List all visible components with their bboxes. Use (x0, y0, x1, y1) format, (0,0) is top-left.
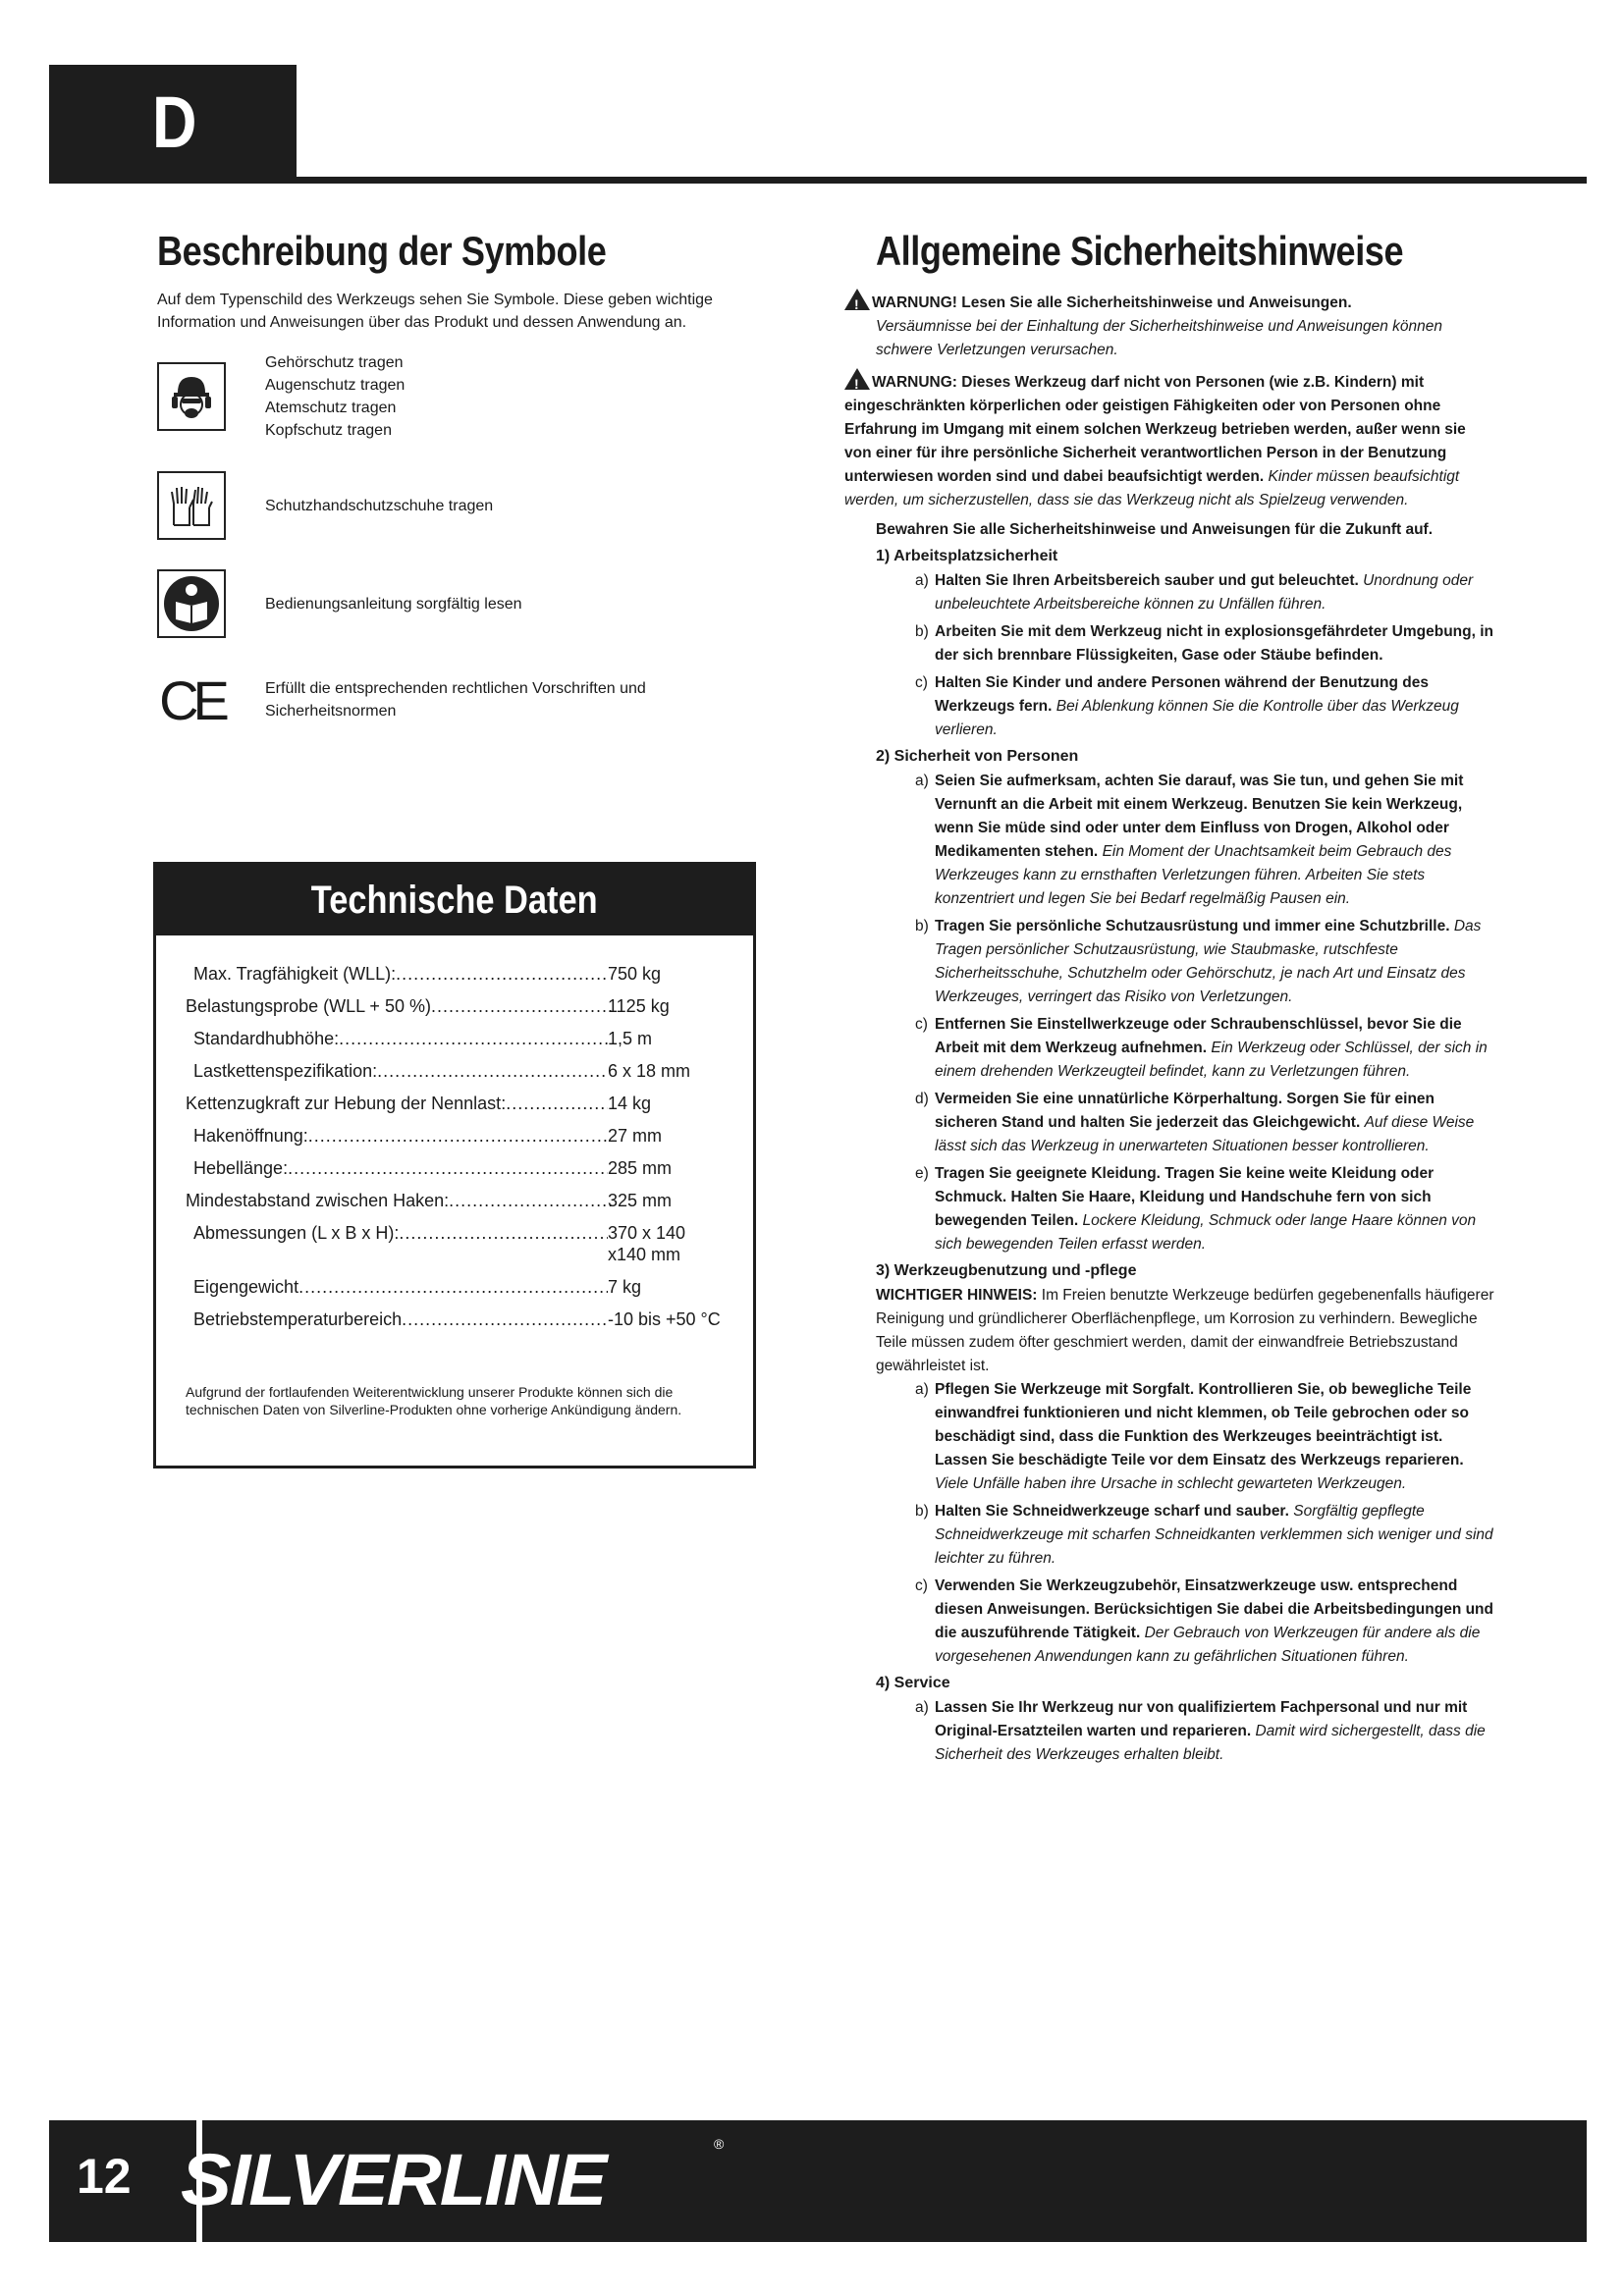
safety-section (844, 228, 1496, 1771)
symbols-title: Beschreibung der Symbole (157, 228, 607, 274)
tech-label: Lastkettenspezifikation: (193, 1061, 378, 1081)
tech-row (186, 963, 726, 985)
tech-row (186, 1308, 726, 1330)
ppe-head-icon (157, 362, 226, 431)
safety-title: Allgemeine Sicherheitshinweise (876, 228, 1404, 274)
symbol-text: Gehörschutz tragen (265, 354, 404, 371)
list-item: c) Halten Sie Kinder und andere Personen während der Benutzung des Werkzeugs fern. Bei Ablenkung können Sie die Kontrolle über das Werkzeug verlieren. (915, 674, 1459, 738)
page-number: 12 (77, 2149, 132, 2204)
tech-row (186, 1190, 726, 1211)
section-heading: 3) Werkzeugbenutzung und -pflege (876, 1262, 1137, 1279)
tech-value: 285 mm (608, 1158, 673, 1178)
language-letter: D (152, 81, 197, 163)
warning-detail: Kinder müssen beaufsichtigt werden, um sicherzustellen, dass sie das Werkzeug nicht als Spielzeug verwenden. (844, 468, 1460, 508)
tech-data-box (153, 862, 756, 1468)
symbol-text: Bedienungsanleitung sorgfältig lesen (265, 595, 522, 613)
list-item: e) Tragen Sie geeignete Kleidung. Tragen Sie keine weite Kleidung oder Schmuck. Halten Sie Haare, Kleidung und Handschuhe fern von sich bewegenden Teilen. Lockere Kleidung, Schmuck oder lange Haare können von sich bewegenden Teilen erfasst werden. (915, 1165, 1477, 1253)
tech-row (186, 1276, 726, 1298)
symbols-section (157, 228, 746, 762)
tech-label: Hakenöffnung: (193, 1126, 308, 1146)
tech-label: Eigengewicht (193, 1277, 299, 1297)
symbol-row-manual (157, 569, 746, 638)
ce-mark-icon: CE (159, 668, 224, 731)
tech-row (186, 1125, 726, 1147)
tech-label: Abmessungen (L x B x H): (193, 1223, 400, 1243)
warning-text: WARNUNG: Dieses Werkzeug darf nicht von Personen (wie z.B. Kindern) mit eingeschränkten körperlichen oder geistigen Fähigkeiten oder von Personen ohne Erfahrung im Umgang mit einem solchen Werkzeug betrieben werden, außer wenn sie von einer für ihre persönliche Sicherheit verantwortlichen Person in der Benutzung unterwiesen worden sind und dabei beaufsichtigt werden. (844, 374, 1466, 485)
warning-icon (844, 368, 870, 390)
tech-value: 6 x 18 mm (608, 1061, 691, 1081)
tech-label: Standardhubhöhe: (193, 1029, 340, 1048)
symbol-row-ce (157, 667, 746, 732)
list-item: b) Arbeiten Sie mit dem Werkzeug nicht in explosionsgefährdeter Umgebung, in der sich brennbare Flüssigkeiten, Gase oder Stäube befinden. (915, 623, 1493, 664)
tech-label: Belastungsprobe (WLL + 50 %) (186, 996, 431, 1016)
symbol-row-gloves (157, 471, 746, 540)
tech-value: -10 bis +50 °C (608, 1309, 721, 1329)
silverline-logo: SILVERLINE (181, 2139, 606, 2220)
tech-data-note: Aufgrund der fortlaufenden Weiterentwicklung unserer Produkte können sich die technischen Daten von Silverline-Produkten ohne vorherige Ankündigung ändern. (186, 1384, 682, 1417)
tech-label: Hebellänge: (193, 1158, 289, 1178)
important-note: WICHTIGER HINWEIS: Im Freien benutzte Werkzeuge bedürfen gegebenenfalls häufigerer Reinigung und gründlicherer Oberflächenpflege, um Korrosion zu verhindern. Bewegliche Teile müssen zudem öfter geschmiert werden, damit der einwandfreie Betriebszustand gewährleistet ist. (876, 1287, 1494, 1374)
symbol-text: Schutzhandschutzschuhe tragen (265, 497, 494, 514)
list-item: a) Lassen Sie Ihr Werkzeug nur von qualifiziertem Fachpersonal und nur mit Original-Ersatzteilen warten und reparieren. Damit wird sichergestellt, dass die Sicherheit des Werkzeuges erhalten bleibt. (915, 1699, 1486, 1763)
symbol-row-ppe (157, 351, 746, 442)
symbol-text: Kopfschutz tragen (265, 422, 392, 439)
warning-text: WARNUNG! Lesen Sie alle Sicherheitshinweise und Anweisungen. (872, 294, 1352, 311)
gloves-icon (157, 471, 226, 540)
list-item: a) Pflegen Sie Werkzeuge mit Sorgfalt. Kontrollieren Sie, ob bewegliche Teile einwandfrei funktionieren und nicht klemmen, ob Teile gebrochen oder so beschädigt sind, dass die Funktion des Werkzeuges beeinträchtigt ist. Lassen Sie beschädigte Teile vor dem Einsatz des Werkzeugs reparieren. Viele Unfälle haben ihre Ursache in schlecht gewarteten Werkzeugen. (915, 1381, 1472, 1492)
tech-value: 7 kg (608, 1277, 642, 1297)
tech-value: 370 x 140 (608, 1223, 686, 1243)
tech-row (186, 1093, 726, 1114)
keep-instructions: Bewahren Sie alle Sicherheitshinweise und Anweisungen für die Zukunft auf. (876, 521, 1433, 538)
symbols-intro: Auf dem Typenschild des Werkzeugs sehen Sie Symbole. Diese geben wichtige Information und Anweisungen über das Produkt und dessen Anwendung an. (157, 292, 713, 331)
header-rule (49, 177, 1587, 184)
list-item: a) Seien Sie aufmerksam, achten Sie darauf, was Sie tun, und gehen Sie mit Vernunft an die Arbeit mit einem Werkzeug. Benutzen Sie kein Werkzeug, wenn Sie müde sind oder unter dem Einfluss von Drogen, Alkohol oder Medikamenten stehen. Ein Moment der Unachtsamkeit beim Gebrauch des Werkzeuges kann zu ernsthaften Verletzungen führen. Arbeiten Sie stets konzentriert und legen Sie bei Bedarf regelmäßig Pausen ein. (915, 773, 1464, 907)
section-heading: 4) Service (876, 1675, 950, 1691)
tech-data-title: Technische Daten (311, 878, 598, 922)
tech-row (186, 1222, 726, 1265)
symbol-text: Sicherheitsnormen (265, 703, 397, 720)
list-item: b) Tragen Sie persönliche Schutzausrüstung und immer eine Schutzbrille. Das Tragen persönlicher Schutzausrüstung, wie Staubmaske, rutschfeste Sicherheitsschuhe, Schutzhelm oder Gehörschutz, je nach Art und Einsatz des Werkzeuges, verringert das Risiko von Verletzungen. (915, 918, 1482, 1005)
warning-icon (844, 289, 870, 310)
list-item: b) Halten Sie Schneidwerkzeuge scharf und sauber. Sorgfältig gepflegte Schneidwerkzeuge mit scharfen Schneidkanten verklemmen sich weniger und sind leichter zu führen. (915, 1503, 1493, 1567)
tech-data-header (156, 865, 753, 935)
read-manual-icon (157, 569, 226, 638)
tech-label: Kettenzugkraft zur Hebung der Nennlast: (186, 1094, 507, 1113)
tech-value: 14 kg (608, 1094, 652, 1113)
warning-detail: Versäumnisse bei der Einhaltung der Sicherheitshinweise und Anweisungen können schwere Verletzungen verursachen. (876, 318, 1443, 358)
tech-value: 325 mm (608, 1191, 673, 1210)
tech-label: Betriebstemperaturbereich (193, 1309, 403, 1329)
section-heading: 2) Sicherheit von Personen (876, 748, 1079, 765)
tech-row (186, 1060, 726, 1082)
registered-mark: ® (714, 2136, 725, 2152)
tech-value: 1,5 m (608, 1029, 653, 1048)
tech-data-list (186, 963, 726, 1341)
tech-value: 750 kg (608, 964, 662, 984)
tech-value: 27 mm (608, 1126, 663, 1146)
tech-label: Mindestabstand zwischen Haken: (186, 1191, 450, 1210)
tech-value-cont: x140 mm (608, 1245, 681, 1264)
list-item: c) Verwenden Sie Werkzeugzubehör, Einsatzwerkzeuge usw. entsprechend diesen Anweisungen. Berücksichtigen Sie dabei die Arbeitsbedingungen und die auszuführende Tätigkeit. Der Gebrauch von Werkzeugen für andere als die vorgesehenen Anwendungen kann zu gefährlichen Situationen führen. (915, 1577, 1493, 1665)
section-heading: 1) Arbeitsplatzsicherheit (876, 548, 1058, 564)
symbol-text: Augenschutz tragen (265, 377, 406, 394)
tech-row (186, 995, 726, 1017)
symbol-text: Atemschutz tragen (265, 400, 397, 416)
list-item: a) Halten Sie Ihren Arbeitsbereich sauber und gut beleuchtet. Unordnung oder unbeleuchtete Arbeitsbereiche können zu Unfällen führen. (915, 572, 1474, 613)
tech-value: 1125 kg (608, 996, 670, 1016)
tech-label: Max. Tragfähigkeit (WLL): (193, 964, 397, 984)
tech-row (186, 1028, 726, 1049)
list-item: c) Entfernen Sie Einstellwerkzeuge oder Schraubenschlüssel, bevor Sie die Arbeit mit dem Werkzeug aufnehmen. Ein Werkzeug oder Schlüssel, der sich in einem drehenden Werkzeugteil befindet, kann zu Verletzungen führen. (915, 1016, 1488, 1080)
tech-row (186, 1157, 726, 1179)
list-item: d) Vermeiden Sie eine unnatürliche Körperhaltung. Sorgen Sie für einen sicheren Stand und halten Sie jederzeit das Gleichgewicht. Auf diese Weise lässt sich das Werkzeug in unerwarteten Situationen besser kontrollieren. (915, 1091, 1475, 1154)
symbol-text: Erfüllt die entsprechenden rechtlichen Vorschriften und (265, 680, 646, 697)
